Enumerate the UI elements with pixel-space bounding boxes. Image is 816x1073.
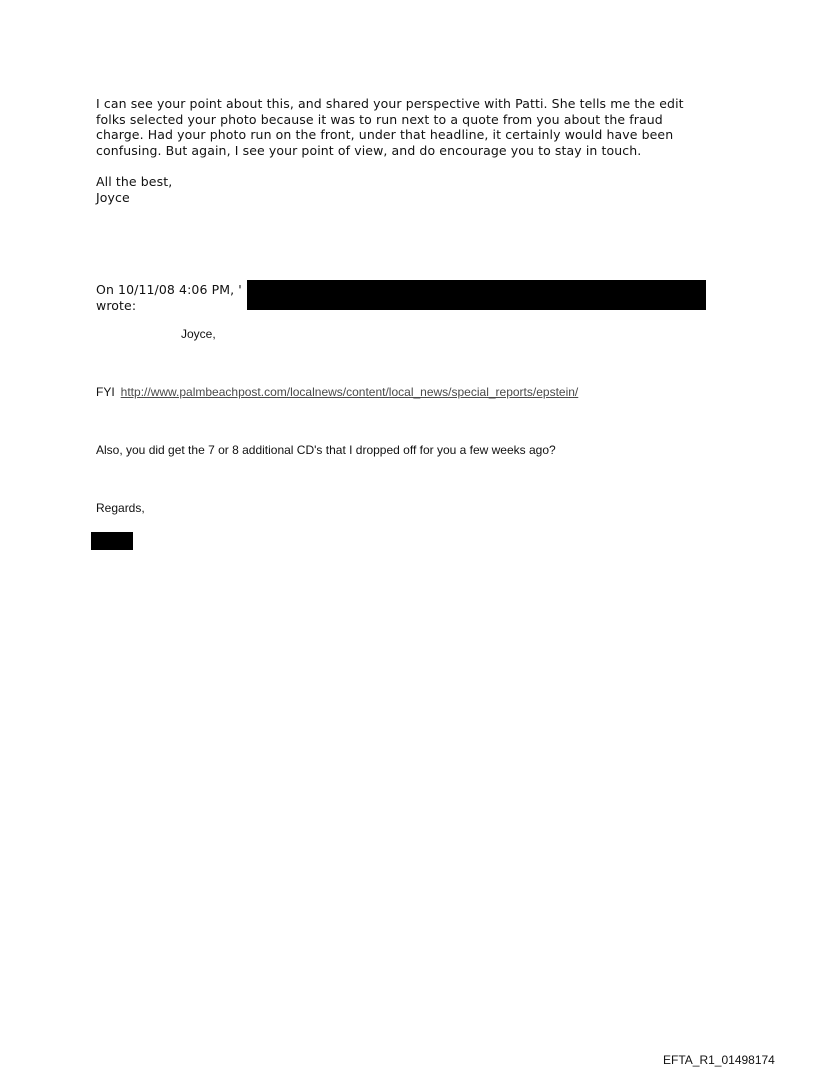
document-id: EFTA_R1_01498174 xyxy=(663,1053,775,1067)
reply-line: I can see your point about this, and shared your perspective with Patti. She tells me the edit xyxy=(96,96,684,111)
quoted-salutation: Joyce, xyxy=(181,327,216,341)
quoted-question: Also, you did get the 7 or 8 additional CD's that I dropped off for you a few weeks ago? xyxy=(96,443,556,457)
reply-signoff xyxy=(96,174,716,205)
quote-header-wrote: wrote: xyxy=(96,297,137,313)
reply-body xyxy=(96,96,720,158)
redaction-block-sender xyxy=(247,280,706,310)
reply-line: folks selected your photo because it was to run next to a quote from you about the fraud xyxy=(96,111,663,127)
fyi-label: FYI xyxy=(96,385,115,399)
reply-line: charge. Had your photo run on the front, under that headline, it certainly would have been xyxy=(96,127,674,142)
reply-line: confusing. But again, I see your point of view, and do encourage you to stay in touch. xyxy=(96,142,642,158)
fyi-line xyxy=(96,385,578,399)
quote-header-date: On 10/11/08 4:06 PM, ' xyxy=(96,282,242,297)
closing-text: All the best, xyxy=(96,174,173,189)
signature-name: Joyce xyxy=(96,189,130,205)
quoted-regards: Regards, xyxy=(96,501,145,515)
redaction-block-name xyxy=(91,532,133,550)
article-link[interactable]: http://www.palmbeachpost.com/localnews/content/local_news/special_reports/epstein/ xyxy=(120,385,579,399)
